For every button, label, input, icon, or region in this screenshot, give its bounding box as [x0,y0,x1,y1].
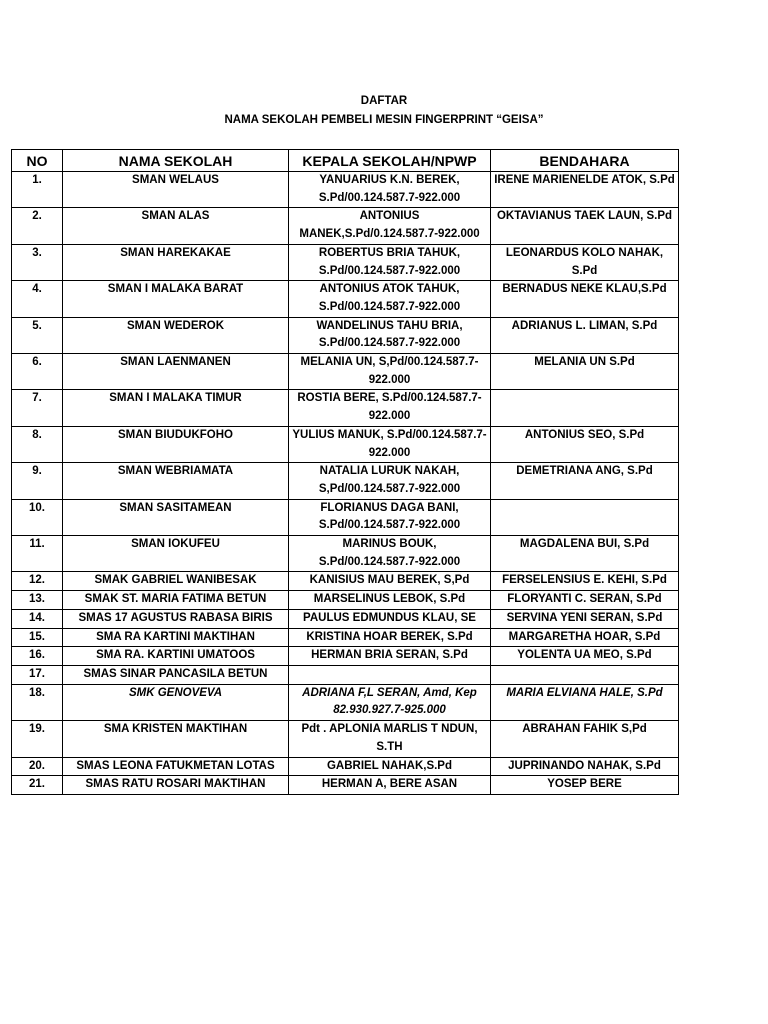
principal-npwp: YULIUS MANUK, S.Pd/00.124.587.7-922.000 [289,426,491,462]
table-row [12,463,679,499]
table-row [12,536,679,572]
row-number: 9. [12,463,63,499]
treasurer-name: YOLENTA UA MEO, S.Pd [491,647,679,666]
table-row [12,390,679,426]
table-row [12,647,679,666]
row-number: 15. [12,628,63,647]
school-name: SMAN BIUDUKFOHO [63,426,289,462]
school-name: SMK GENOVEVA [63,684,289,720]
treasurer-name: LEONARDUS KOLO NAHAK, S.Pd [491,244,679,280]
school-name: SMAN IOKUFEU [63,536,289,572]
row-number: 5. [12,317,63,353]
school-name: SMAS LEONA FATUKMETAN LOTAS [63,757,289,776]
table-row [12,628,679,647]
row-number: 4. [12,281,63,317]
school-name: SMAN I MALAKA BARAT [63,281,289,317]
treasurer-name: ANTONIUS SEO, S.Pd [491,426,679,462]
treasurer-name [491,499,679,535]
treasurer-name: BERNADUS NEKE KLAU,S.Pd [491,281,679,317]
document-title: DAFTAR [360,95,408,107]
row-number: 2. [12,208,63,244]
principal-npwp: HERMAN A, BERE ASAN [289,776,491,795]
treasurer-name: MELANIA UN S.Pd [491,354,679,390]
principal-npwp: WANDELINUS TAHU BRIA, S.Pd/00.124.587.7-922.000 [289,317,491,353]
table-row [12,757,679,776]
principal-npwp: ANTONIUS MANEK,S.Pd/0.124.587.7-922.000 [289,208,491,244]
school-name: SMAS SINAR PANCASILA BETUN [63,665,289,684]
principal-npwp: ROSTIA BERE, S.Pd/00.124.587.7-922.000 [289,390,491,426]
school-name: SMAN LAENMANEN [63,354,289,390]
school-name: SMAN HAREKAKAE [63,244,289,280]
row-number: 3. [12,244,63,280]
principal-npwp: MELANIA UN, S,Pd/00.124.587.7-922.000 [289,354,491,390]
principal-npwp: Pdt . APLONIA MARLIS T NDUN, S.TH [289,721,491,757]
table-row [12,609,679,628]
principal-npwp: KRISTINA HOAR BEREK, S.Pd [289,628,491,647]
principal-npwp: KANISIUS MAU BEREK, S,Pd [289,572,491,591]
treasurer-name: SERVINA YENI SERAN, S.Pd [491,609,679,628]
principal-npwp: GABRIEL NAHAK,S.Pd [289,757,491,776]
school-name: SMAN WELAUS [63,172,289,208]
school-name: SMAK GABRIEL WANIBESAK [63,572,289,591]
header-no: NO [12,150,63,172]
row-number: 18. [12,684,63,720]
treasurer-name: FLORYANTI C. SERAN, S.Pd [491,591,679,610]
row-number: 8. [12,426,63,462]
principal-npwp [289,665,491,684]
treasurer-name: JUPRINANDO NAHAK, S.Pd [491,757,679,776]
principal-npwp: YANUARIUS K.N. BEREK, S.Pd/00.124.587.7-922.000 [289,172,491,208]
document-subtitle: NAMA SEKOLAH PEMBELI MESIN FINGERPRINT “GEISA” [224,114,544,126]
principal-npwp: ROBERTUS BRIA TAHUK, S.Pd/00.124.587.7-922.000 [289,244,491,280]
row-number: 16. [12,647,63,666]
treasurer-name: YOSEP BERE [491,776,679,795]
table-body [12,172,679,795]
school-name: SMAS RATU ROSARI MAKTIHAN [63,776,289,795]
principal-npwp: MARINUS BOUK, S.Pd/00.124.587.7-922.000 [289,536,491,572]
row-number: 19. [12,721,63,757]
principal-npwp: ANTONIUS ATOK TAHUK, S.Pd/00.124.587.7-922.000 [289,281,491,317]
row-number: 13. [12,591,63,610]
school-name: SMA RA. KARTINI UMATOOS [63,647,289,666]
table-row [12,426,679,462]
school-table [11,149,679,795]
principal-npwp: NATALIA LURUK NAKAH, S,Pd/00.124.587.7-922.000 [289,463,491,499]
principal-npwp: ADRIANA F,L SERAN, Amd, Kep 82.930.927.7-925.000 [289,684,491,720]
school-name: SMA RA KARTINI MAKTIHAN [63,628,289,647]
school-name: SMAN SASITAMEAN [63,499,289,535]
table-row [12,776,679,795]
table-row [12,208,679,244]
table-header-row [12,150,679,172]
row-number: 11. [12,536,63,572]
school-name: SMAN I MALAKA TIMUR [63,390,289,426]
row-number: 6. [12,354,63,390]
row-number: 7. [12,390,63,426]
table-row [12,591,679,610]
table-row [12,172,679,208]
table-row [12,244,679,280]
row-number: 10. [12,499,63,535]
treasurer-name [491,665,679,684]
table-row [12,317,679,353]
treasurer-name: ADRIANUS L. LIMAN, S.Pd [491,317,679,353]
school-name: SMA KRISTEN MAKTIHAN [63,721,289,757]
row-number: 21. [12,776,63,795]
header-principal-npwp: KEPALA SEKOLAH/NPWP [289,150,491,172]
header-school-name: NAMA SEKOLAH [63,150,289,172]
school-name: SMAN WEBRIAMATA [63,463,289,499]
table-row [12,665,679,684]
school-name: SMAS 17 AGUSTUS RABASA BIRIS [63,609,289,628]
treasurer-name: OKTAVIANUS TAEK LAUN, S.Pd [491,208,679,244]
table-row [12,721,679,757]
principal-npwp: FLORIANUS DAGA BANI, S.Pd/00.124.587.7-922.000 [289,499,491,535]
header-treasurer: BENDAHARA [491,150,679,172]
treasurer-name: FERSELENSIUS E. KEHI, S.Pd [491,572,679,591]
row-number: 14. [12,609,63,628]
treasurer-name: IRENE MARIENELDE ATOK, S.Pd [491,172,679,208]
table-row [12,684,679,720]
table-row [12,572,679,591]
row-number: 17. [12,665,63,684]
school-name: SMAN ALAS [63,208,289,244]
school-name: SMAK ST. MARIA FATIMA BETUN [63,591,289,610]
row-number: 20. [12,757,63,776]
treasurer-name: DEMETRIANA ANG, S.Pd [491,463,679,499]
table-row [12,354,679,390]
treasurer-name: MAGDALENA BUI, S.Pd [491,536,679,572]
school-name: SMAN WEDEROK [63,317,289,353]
principal-npwp: HERMAN BRIA SERAN, S.Pd [289,647,491,666]
row-number: 1. [12,172,63,208]
table-row [12,499,679,535]
treasurer-name: MARGARETHA HOAR, S.Pd [491,628,679,647]
principal-npwp: PAULUS EDMUNDUS KLAU, SE [289,609,491,628]
treasurer-name [491,390,679,426]
table-row [12,281,679,317]
treasurer-name: ABRAHAN FAHIK S,Pd [491,721,679,757]
row-number: 12. [12,572,63,591]
treasurer-name: MARIA ELVIANA HALE, S.Pd [491,684,679,720]
principal-npwp: MARSELINUS LEBOK, S.Pd [289,591,491,610]
